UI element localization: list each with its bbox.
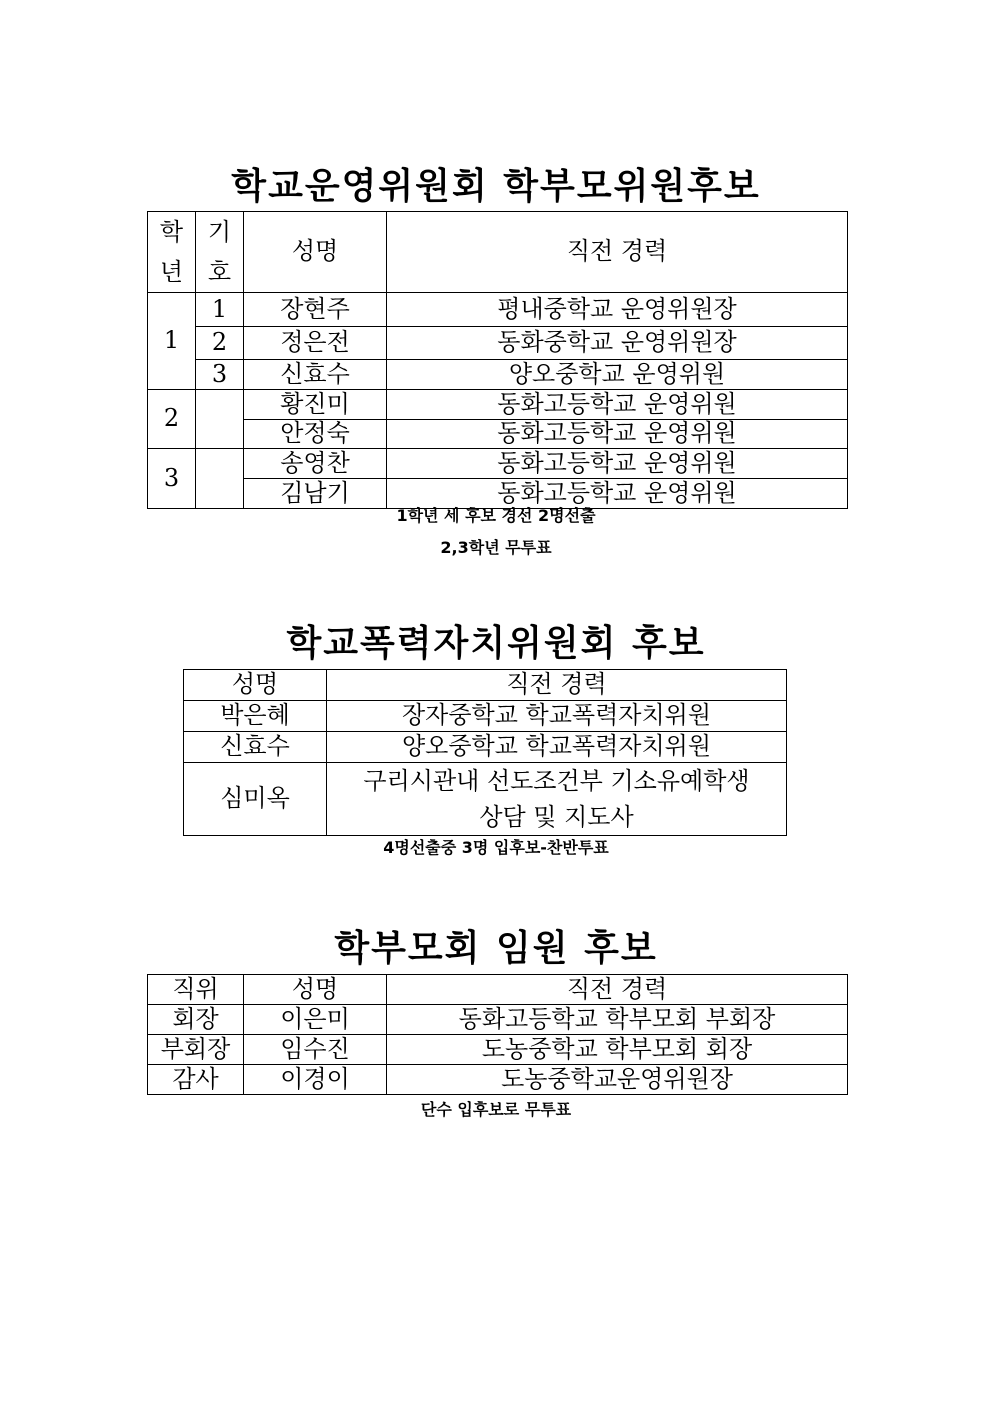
name-cell: 임수진 xyxy=(244,1035,387,1065)
section2-note: 4명선출중 3명 입후보-찬반투표 xyxy=(383,838,609,857)
header-name: 성명 xyxy=(244,212,387,293)
header-name: 성명 xyxy=(184,670,327,701)
grade-cell: 1 xyxy=(148,293,196,390)
section1-note-2: 2,3학년 무투표 xyxy=(440,538,552,557)
table-row xyxy=(148,420,848,449)
violence-committee-table xyxy=(183,669,787,836)
table-header-row xyxy=(148,975,848,1005)
career-cell: 동화중학교 운영위원장 xyxy=(387,327,848,360)
name-cell: 심미옥 xyxy=(184,763,327,836)
name-cell: 이경이 xyxy=(244,1065,387,1095)
career-cell: 동화고등학교 운영위원 xyxy=(387,449,848,479)
table-row xyxy=(148,327,848,360)
career-cell: 동화고등학교 운영위원 xyxy=(387,479,848,509)
name-cell: 황진미 xyxy=(244,390,387,420)
position-cell: 회장 xyxy=(148,1005,244,1035)
header-career: 직전 경력 xyxy=(327,670,787,701)
header-position: 직위 xyxy=(148,975,244,1005)
name-cell: 정은전 xyxy=(244,327,387,360)
career-cell: 평내중학교 운영위원장 xyxy=(387,293,848,327)
header-grade: 학 년 xyxy=(148,212,196,293)
table-row xyxy=(148,293,848,327)
number-cell xyxy=(196,449,244,509)
position-cell: 부회장 xyxy=(148,1035,244,1065)
career-cell: 동화고등학교 운영위원 xyxy=(387,420,848,449)
table-row xyxy=(148,1005,848,1035)
name-cell: 신효수 xyxy=(244,360,387,390)
career-cell: 도농중학교운영위원장 xyxy=(387,1065,848,1095)
table-row xyxy=(148,360,848,390)
name-cell: 신효수 xyxy=(184,732,327,763)
number-cell: 1 xyxy=(196,293,244,327)
name-cell: 안정숙 xyxy=(244,420,387,449)
number-cell xyxy=(196,390,244,449)
table-header-row xyxy=(184,670,787,701)
table-row xyxy=(184,701,787,732)
section1-note: 1학년 세 후보 경선 2명선출 xyxy=(396,506,596,525)
name-cell: 이은미 xyxy=(244,1005,387,1035)
career-cell: 양오중학교 운영위원 xyxy=(387,360,848,390)
name-cell: 박은혜 xyxy=(184,701,327,732)
career-cell: 동화고등학교 운영위원 xyxy=(387,390,848,420)
header-career: 직전 경력 xyxy=(387,212,848,293)
parent-association-table xyxy=(147,974,848,1095)
header-career: 직전 경력 xyxy=(387,975,848,1005)
career-cell: 양오중학교 학교폭력자치위원 xyxy=(327,732,787,763)
table-row xyxy=(148,1035,848,1065)
table-row xyxy=(184,763,787,836)
school-committee-table xyxy=(147,211,848,509)
header-name: 성명 xyxy=(244,975,387,1005)
name-cell: 장현주 xyxy=(244,293,387,327)
career-cell: 동화고등학교 학부모회 부회장 xyxy=(387,1005,848,1035)
number-cell: 2 xyxy=(196,327,244,360)
grade-cell: 2 xyxy=(148,390,196,449)
section1-title: 학교운영위원회 학부모위원후보 xyxy=(231,166,761,207)
position-cell: 감사 xyxy=(148,1065,244,1095)
table-header-row xyxy=(148,212,848,293)
table-row xyxy=(148,449,848,479)
career-cell: 구리시관내 선도조건부 기소유예학생 상담 및 지도사 xyxy=(327,763,787,836)
header-number: 기 호 xyxy=(196,212,244,293)
section3-title: 학부모회 임원 후보 xyxy=(334,928,658,969)
section3-note: 단수 입후보로 무투표 xyxy=(420,1100,572,1119)
career-cell: 도농중학교 학부모회 회장 xyxy=(387,1035,848,1065)
career-cell: 장자중학교 학교폭력자치위원 xyxy=(327,701,787,732)
name-cell: 김남기 xyxy=(244,479,387,509)
name-cell: 송영찬 xyxy=(244,449,387,479)
table-row xyxy=(184,732,787,763)
number-cell: 3 xyxy=(196,360,244,390)
grade-cell: 3 xyxy=(148,449,196,509)
table-row xyxy=(148,1065,848,1095)
section2-title: 학교폭력자치위원회 후보 xyxy=(286,623,706,664)
table-row xyxy=(148,390,848,420)
